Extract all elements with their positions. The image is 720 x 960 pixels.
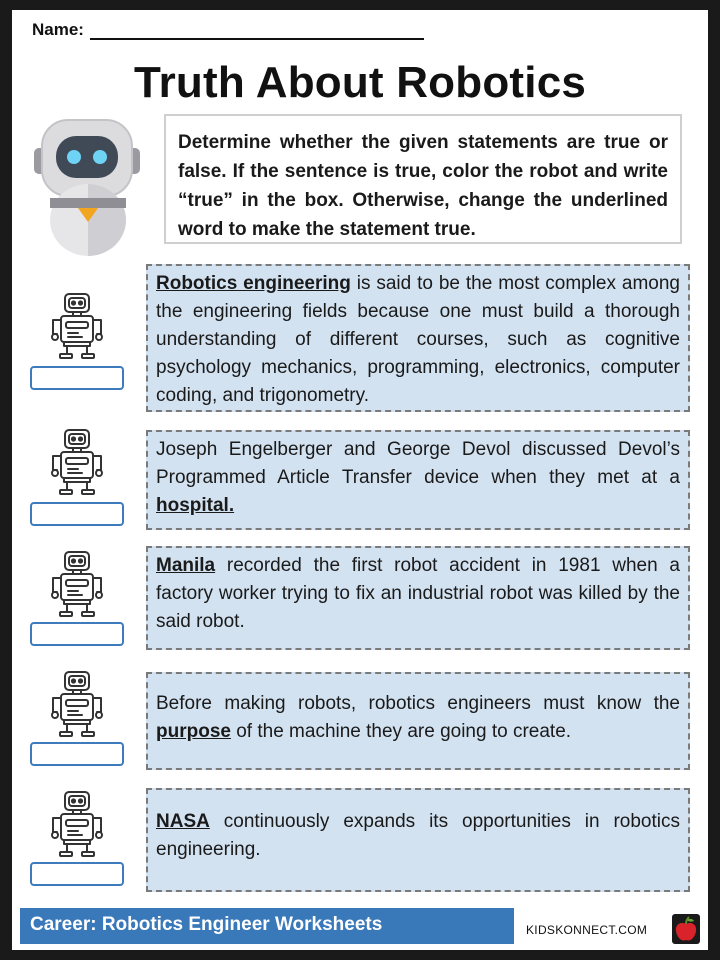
answer-box-2[interactable]: [30, 502, 124, 526]
worksheet-page: [12, 10, 708, 950]
name-line[interactable]: [90, 22, 424, 40]
underlined-word: NASA: [156, 811, 210, 832]
robot-outline-icon[interactable]: [46, 428, 108, 496]
brand-label: KIDSKONNECT.COM: [526, 923, 648, 937]
answer-box-1[interactable]: [30, 366, 124, 390]
underlined-word: Manila: [156, 555, 216, 576]
underlined-word: hospital.: [156, 495, 235, 516]
robot-outline-icon[interactable]: [46, 550, 108, 618]
robot-outline-icon[interactable]: [46, 790, 108, 858]
robot-outline-icon[interactable]: [46, 292, 108, 360]
page-title: Truth About Robotics: [133, 58, 587, 107]
statement-2: Joseph Engelberger and George Devol discussed Devol’s Programmed Article Transfer device when they met at a hospital.: [146, 430, 690, 530]
instructions-box: Determine whether the given statements are true or false. If the sentence is true, color the robot and write “true” in the box. Otherwise, change the underlined word to make the statement true.: [164, 114, 682, 244]
footer-banner: Career: Robotics Engineer Worksheets: [20, 908, 514, 944]
apple-logo-icon: [672, 914, 700, 944]
name-field[interactable]: [32, 20, 424, 40]
robot-outline-icon[interactable]: [46, 670, 108, 738]
underlined-word: Robotics engineering: [156, 273, 351, 294]
statement-5: NASA continuously expands its opportunities in robotics engineering.: [146, 788, 690, 892]
answer-box-5[interactable]: [30, 862, 124, 886]
statement-1: Robotics engineering is said to be the most complex among the engineering fields because one must build a thorough understanding of different courses, such as cognitive psychology mechanics, programming, electronics, computer coding, and trigonometry.: [146, 264, 690, 412]
statement-4: Before making robots, robotics engineers must know the purpose of the machine they are going to create.: [146, 672, 690, 770]
robot-mascot-icon: [28, 110, 146, 260]
answer-box-4[interactable]: [30, 742, 124, 766]
underlined-word: purpose: [156, 721, 231, 742]
name-label: Name:: [32, 20, 84, 39]
statement-3: Manila recorded the first robot accident in 1981 when a factory worker trying to fix an industrial robot was killed by the said robot.: [146, 546, 690, 650]
answer-box-3[interactable]: [30, 622, 124, 646]
